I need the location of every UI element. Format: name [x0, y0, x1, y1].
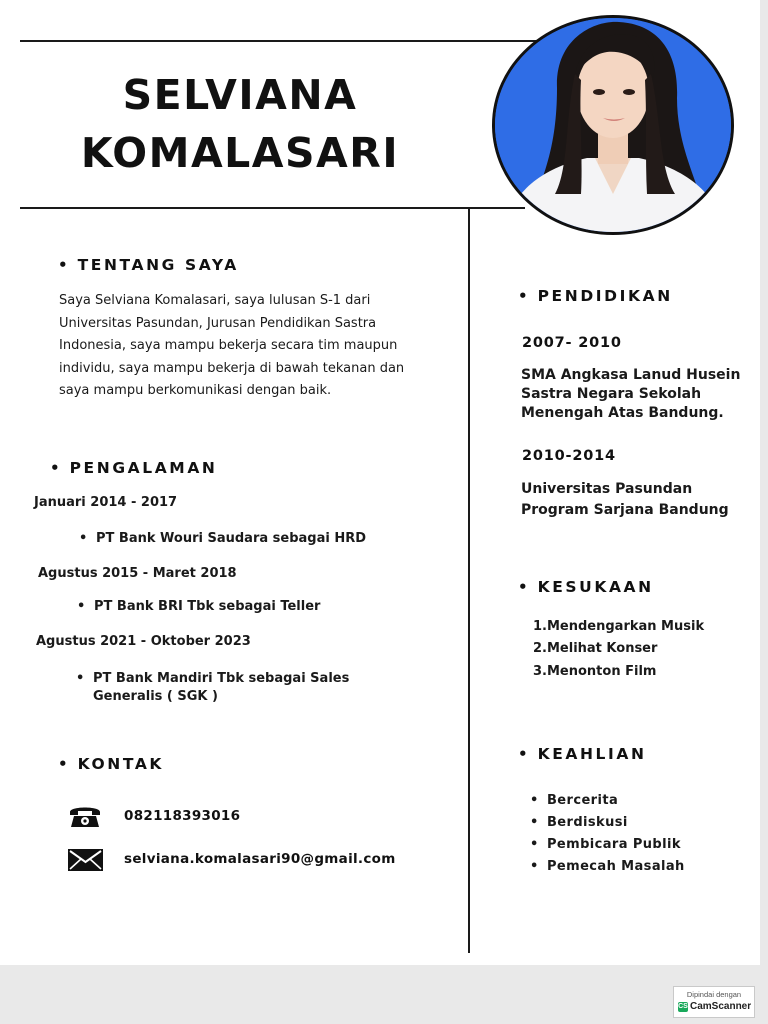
about-line: Universitas Pasundan, Jurusan Pendidikan Sastra: [59, 315, 377, 331]
phone-number[interactable]: 082118393016: [124, 808, 241, 824]
about-line: individu, saya mampu bekerja di bawah tekanan dan: [59, 360, 405, 376]
hobby-item: 3.Menonton Film: [533, 664, 657, 679]
bullet-dot: •: [77, 599, 86, 614]
about-line: saya mampu berkomunikasi dengan baik.: [59, 383, 332, 398]
bullet-dot: •: [76, 671, 85, 686]
bullet-dot: •: [58, 256, 68, 274]
education-years: 2007- 2010: [522, 335, 622, 351]
about-title-text: TENTANG SAYA: [77, 256, 239, 274]
contact-section-title: [58, 755, 164, 773]
bullet-dot: •: [79, 531, 88, 546]
header-top-rule: [20, 40, 540, 42]
watermark-brand: CamScanner: [690, 1001, 752, 1012]
hobby-text: Melihat Konser: [546, 641, 658, 656]
profile-photo: [492, 15, 734, 235]
education-line: Menengah Atas Bandung.: [521, 405, 724, 421]
portrait-illustration: [495, 18, 731, 232]
column-divider: [468, 207, 470, 953]
skill-text: Pembicara Publik: [547, 837, 681, 852]
experience-date: Januari 2014 - 2017: [34, 495, 178, 510]
education-line: SMA Angkasa Lanud Husein: [521, 367, 741, 383]
education-line: Program Sarjana Bandung: [521, 502, 729, 518]
name-first: SELVIANA: [122, 71, 358, 119]
bullet-dot: •: [530, 815, 539, 830]
experience-role-text: PT Bank Wouri Saudara sebagai HRD: [96, 531, 367, 546]
about-line: Indonesia, saya mampu bekerja secara tim maupun: [59, 338, 398, 353]
education-institution: [521, 366, 756, 423]
header-bottom-rule: [20, 207, 525, 209]
skill-text: Berdiskusi: [547, 815, 628, 830]
about-paragraph: [59, 290, 459, 403]
hobbies-title-text: KESUKAAN: [537, 578, 654, 596]
camscanner-logo-icon: CS: [678, 1003, 688, 1010]
experience-role-text: PT Bank BRI Tbk sebagai Teller: [94, 599, 321, 614]
hobbies-section-title: [518, 578, 654, 596]
education-years: 2010-2014: [522, 448, 616, 464]
experience-role: [76, 670, 350, 706]
skill-item: [530, 836, 681, 854]
telephone-icon: [68, 804, 102, 828]
skill-item: [530, 858, 685, 876]
bullet-dot: •: [518, 745, 528, 763]
skill-text: Pemecah Masalah: [547, 859, 685, 874]
education-line: Sastra Negara Sekolah: [521, 386, 702, 402]
envelope-icon: [68, 849, 103, 871]
email-address[interactable]: selviana.komalasari90@gmail.com: [124, 851, 396, 867]
experience-section-title: [50, 459, 218, 477]
contact-title-text: KONTAK: [77, 755, 165, 773]
watermark-caption: Dipindai dengan: [686, 990, 742, 999]
education-institution: [521, 479, 756, 521]
hobby-text: Menonton Film: [546, 664, 657, 679]
skill-text: Bercerita: [547, 793, 619, 808]
hobby-item: 1.Mendengarkan Musik: [533, 619, 705, 634]
education-section-title: [518, 287, 673, 305]
bullet-dot: •: [530, 837, 539, 852]
experience-date: Agustus 2015 - Maret 2018: [38, 566, 237, 581]
bullet-dot: •: [50, 459, 60, 477]
experience-role-text: Generalis ( SGK ): [93, 689, 218, 704]
education-line: Universitas Pasundan: [521, 481, 693, 497]
experience-date: Agustus 2021 - Oktober 2023: [36, 634, 251, 649]
skill-item: [530, 792, 619, 810]
bullet-dot: •: [518, 578, 528, 596]
candidate-name: [40, 66, 440, 182]
name-last: KOMALASARI: [80, 129, 400, 177]
camscanner-watermark: [673, 986, 755, 1018]
experience-role: [79, 530, 367, 548]
experience-role: [77, 598, 321, 616]
hobby-text: Mendengarkan Musik: [546, 619, 705, 634]
hobby-item: 2.Melihat Konser: [533, 641, 658, 656]
experience-role-text: PT Bank Mandiri Tbk sebagai Sales: [93, 671, 350, 686]
skills-title-text: KEAHLIAN: [537, 745, 647, 763]
bullet-dot: •: [58, 755, 68, 773]
education-title-text: PENDIDIKAN: [537, 287, 673, 305]
bullet-dot: •: [530, 793, 539, 808]
bullet-dot: •: [518, 287, 528, 305]
about-line: Saya Selviana Komalasari, saya lulusan S-1 dari: [59, 293, 371, 308]
skills-section-title: [518, 745, 647, 763]
bullet-dot: •: [530, 859, 539, 874]
experience-title-text: PENGALAMAN: [69, 459, 218, 477]
skill-item: [530, 814, 628, 832]
about-section-title: [58, 256, 239, 274]
